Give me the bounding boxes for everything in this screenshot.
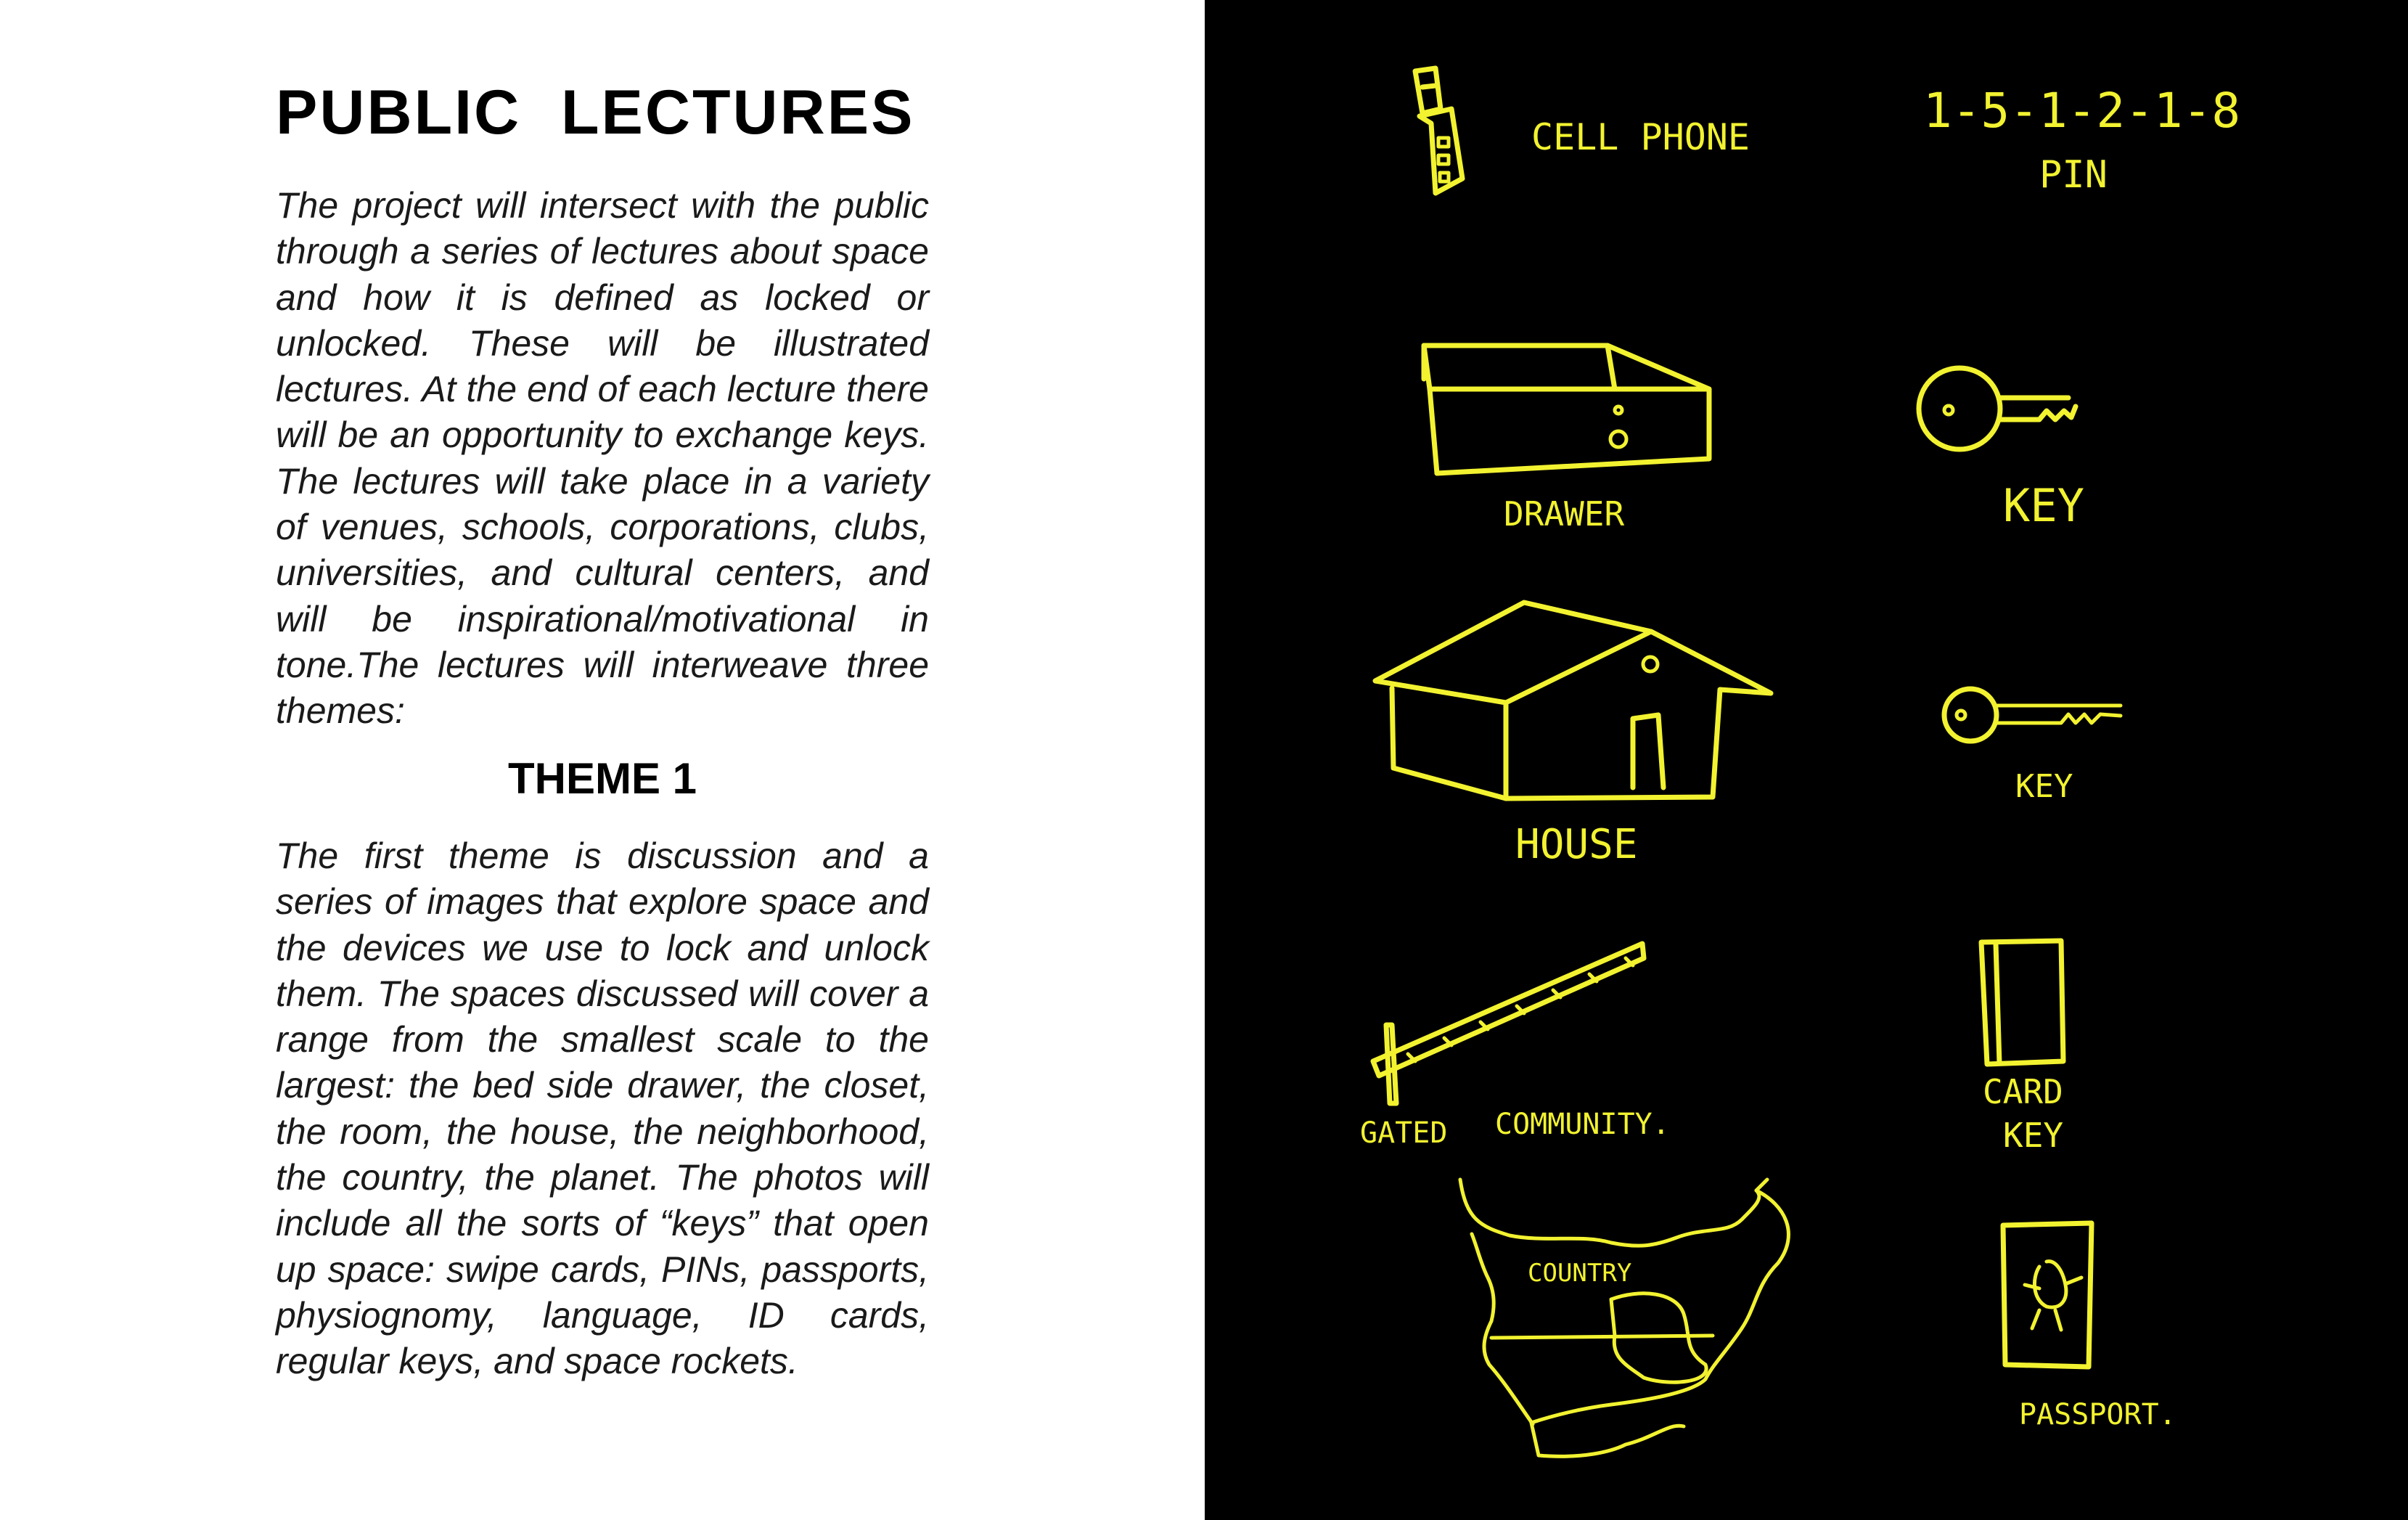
drawer-icon — [1424, 346, 1709, 473]
small-key-label: KEY — [2015, 768, 2073, 805]
key-icon — [1919, 368, 2076, 449]
theme-heading: THEME 1 — [507, 754, 697, 803]
intro-paragraph: The project will intersect with the public through a series of lectures about space and how it is defined as locked or unlocked. These will be illustrated lectures. At the end of each lecture there will be an opportunity to exchange keys. The lectures will take place in a variety of venues, schools, corporations, clubs, universities, and cultural centers, and will be inspirational/motivational in tone.The lectures will interweave three themes: — [276, 185, 929, 732]
key-label: KEY — [2003, 479, 2084, 532]
passport-icon — [2003, 1223, 2092, 1367]
drawer-label: DRAWER — [1504, 494, 1625, 534]
gate-barrier-icon — [1373, 944, 1644, 1103]
theme-paragraph: The first theme is discussion and a series of images that explore space and the devices we use to lock and unlock them. The spaces discussed will cover a range from the smallest scale to the largest: the bed side drawer, the closet, the room, the house, the neighborhood, the country, the planet. The photos will include all the sorts of “keys” that open up space: swipe cards, PINs, passports, physiognomy, language, ID cards, regular keys, and space rockets. — [276, 835, 929, 1382]
card-key-label: KEY — [2003, 1116, 2064, 1155]
gated-label: GATED — [1360, 1116, 1448, 1150]
passport-label: PASSPORT. — [2019, 1398, 2176, 1431]
pin-label: PIN — [2039, 153, 2108, 197]
map-icon — [1460, 1180, 1788, 1456]
house-label: HOUSE — [1515, 821, 1638, 868]
house-icon — [1375, 602, 1771, 798]
community-label: COMMUNITY. — [1495, 1108, 1670, 1141]
cell-phone-label: CELL PHONE — [1531, 116, 1750, 158]
card-label: CARD — [1983, 1072, 2063, 1111]
country-label: COUNTRY — [1528, 1259, 1632, 1288]
right-page-illustrations — [1205, 0, 2408, 1520]
cell-phone-icon — [1415, 68, 1462, 193]
card-key-icon — [1981, 941, 2063, 1064]
pin-number-label: 1-5-1-2-1-8 — [1923, 83, 2241, 139]
illustration-canvas — [1205, 0, 2408, 1520]
page-title: PUBLIC LECTURES — [276, 78, 915, 147]
small-key-icon — [1944, 689, 2121, 741]
